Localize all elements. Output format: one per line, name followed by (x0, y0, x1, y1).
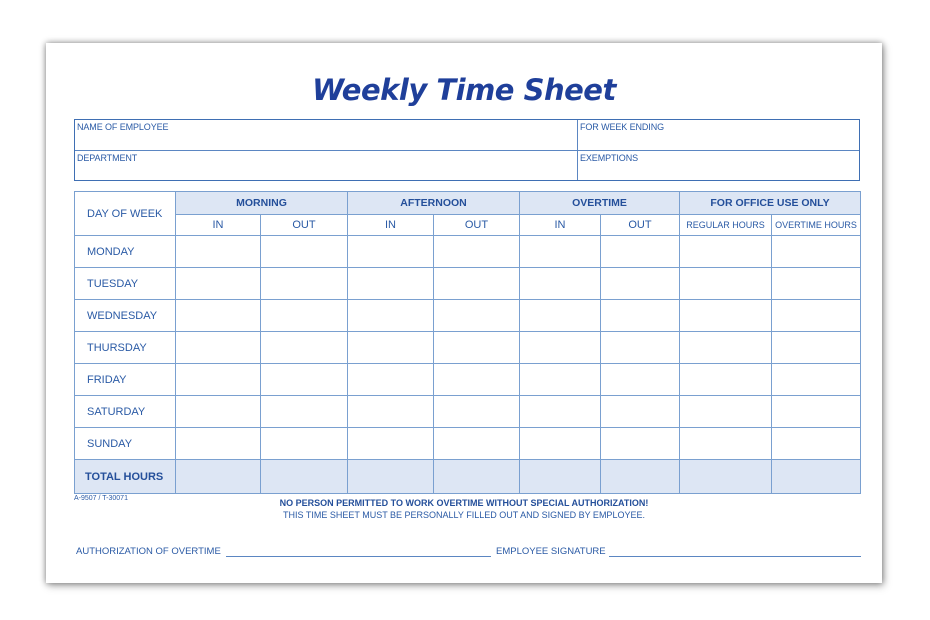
time-entry-cell[interactable] (176, 364, 261, 396)
time-entry-cell[interactable] (261, 364, 348, 396)
exemptions-label: EXEMPTIONS (580, 153, 639, 163)
week-ending-label: FOR WEEK ENDING (580, 122, 665, 132)
time-entry-cell[interactable] (601, 236, 680, 268)
time-entry-cell[interactable] (261, 396, 348, 428)
info-divider-vertical (577, 120, 578, 180)
overtime-header: OVERTIME (520, 192, 680, 215)
time-table (74, 191, 861, 494)
time-entry-cell[interactable] (601, 300, 680, 332)
overtime-hours-header: OVERTIME HOURS (772, 215, 861, 236)
time-entry-cell[interactable] (434, 364, 520, 396)
employee-signature-label: EMPLOYEE SIGNATURE (496, 546, 606, 557)
time-entry-cell[interactable] (434, 268, 520, 300)
time-entry-cell[interactable] (348, 396, 434, 428)
time-entry-cell[interactable] (434, 236, 520, 268)
time-entry-cell[interactable] (680, 268, 772, 300)
day-label: MONDAY (75, 236, 176, 268)
total-cell[interactable] (680, 460, 772, 494)
time-entry-cell[interactable] (434, 332, 520, 364)
time-entry-cell[interactable] (261, 300, 348, 332)
form-code: A-9507 / T-30071 (74, 495, 128, 502)
day-label: SATURDAY (75, 396, 176, 428)
total-cell[interactable] (772, 460, 861, 494)
table-row (75, 268, 861, 300)
time-entry-cell[interactable] (772, 268, 861, 300)
authorization-line[interactable] (226, 556, 491, 557)
employee-name-label: NAME OF EMPLOYEE (77, 122, 169, 132)
time-entry-cell[interactable] (434, 428, 520, 460)
department-label: DEPARTMENT (77, 153, 138, 163)
time-entry-cell[interactable] (176, 428, 261, 460)
time-entry-cell[interactable] (261, 268, 348, 300)
time-entry-cell[interactable] (680, 428, 772, 460)
regular-hours-header: REGULAR HOURS (680, 215, 772, 236)
time-entry-cell[interactable] (176, 236, 261, 268)
time-entry-cell[interactable] (520, 236, 601, 268)
time-entry-cell[interactable] (348, 364, 434, 396)
table-row (75, 300, 861, 332)
time-sheet-form (46, 43, 882, 583)
time-entry-cell[interactable] (601, 428, 680, 460)
time-entry-cell[interactable] (680, 236, 772, 268)
day-label: SUNDAY (75, 428, 176, 460)
time-entry-cell[interactable] (261, 332, 348, 364)
afternoon-out-header: OUT (434, 215, 520, 236)
time-entry-cell[interactable] (680, 332, 772, 364)
employee-info-box (74, 119, 860, 181)
total-cell[interactable] (176, 460, 261, 494)
time-entry-cell[interactable] (772, 332, 861, 364)
time-entry-cell[interactable] (434, 396, 520, 428)
afternoon-header: AFTERNOON (348, 192, 520, 215)
time-entry-cell[interactable] (772, 396, 861, 428)
time-entry-cell[interactable] (348, 236, 434, 268)
time-entry-cell[interactable] (348, 268, 434, 300)
time-entry-cell[interactable] (680, 300, 772, 332)
total-cell[interactable] (520, 460, 601, 494)
time-entry-cell[interactable] (772, 428, 861, 460)
day-label: FRIDAY (75, 364, 176, 396)
table-row (75, 236, 861, 268)
total-cell[interactable] (601, 460, 680, 494)
office-use-header: FOR OFFICE USE ONLY (680, 192, 861, 215)
morning-out-header: OUT (261, 215, 348, 236)
table-row (75, 364, 861, 396)
time-entry-cell[interactable] (772, 364, 861, 396)
time-entry-cell[interactable] (348, 300, 434, 332)
time-entry-cell[interactable] (176, 300, 261, 332)
time-entry-cell[interactable] (261, 428, 348, 460)
table-row (75, 428, 861, 460)
employee-signature-line[interactable] (609, 556, 861, 557)
table-row (75, 332, 861, 364)
total-cell[interactable] (261, 460, 348, 494)
time-entry-cell[interactable] (176, 332, 261, 364)
time-entry-cell[interactable] (176, 396, 261, 428)
day-rows (75, 236, 861, 460)
time-entry-cell[interactable] (520, 332, 601, 364)
overtime-out-header: OUT (601, 215, 680, 236)
page-title: Weekly Time Sheet (312, 73, 616, 107)
time-entry-cell[interactable] (601, 268, 680, 300)
overtime-in-header: IN (520, 215, 601, 236)
time-entry-cell[interactable] (601, 364, 680, 396)
info-divider-horizontal (75, 150, 859, 151)
day-of-week-header: DAY OF WEEK (75, 192, 176, 236)
time-entry-cell[interactable] (520, 396, 601, 428)
time-entry-cell[interactable] (520, 364, 601, 396)
morning-header: MORNING (176, 192, 348, 215)
authorization-label: AUTHORIZATION OF OVERTIME (76, 546, 221, 557)
overtime-notice: NO PERSON PERMITTED TO WORK OVERTIME WITHOUT SPECIAL AUTHORIZATION! (279, 498, 649, 508)
time-entry-cell[interactable] (520, 300, 601, 332)
time-entry-cell[interactable] (348, 332, 434, 364)
time-entry-cell[interactable] (520, 428, 601, 460)
total-hours-label: TOTAL HOURS (75, 460, 176, 494)
time-entry-cell[interactable] (348, 428, 434, 460)
signature-notice: THIS TIME SHEET MUST BE PERSONALLY FILLED OUT AND SIGNED BY EMPLOYEE. (283, 510, 645, 520)
time-entry-cell[interactable] (601, 396, 680, 428)
table-row (75, 396, 861, 428)
total-cell[interactable] (434, 460, 520, 494)
morning-in-header: IN (176, 215, 261, 236)
time-entry-cell[interactable] (434, 300, 520, 332)
day-label: TUESDAY (75, 268, 176, 300)
total-hours-row (75, 460, 861, 494)
time-entry-cell[interactable] (680, 364, 772, 396)
time-entry-cell[interactable] (772, 300, 861, 332)
time-entry-cell[interactable] (772, 236, 861, 268)
time-entry-cell[interactable] (601, 332, 680, 364)
afternoon-in-header: IN (348, 215, 434, 236)
time-entry-cell[interactable] (261, 236, 348, 268)
time-entry-cell[interactable] (680, 396, 772, 428)
signature-row (76, 546, 862, 560)
time-entry-cell[interactable] (176, 268, 261, 300)
time-entry-cell[interactable] (520, 268, 601, 300)
total-cell[interactable] (348, 460, 434, 494)
day-label: THURSDAY (75, 332, 176, 364)
day-label: WEDNESDAY (75, 300, 176, 332)
